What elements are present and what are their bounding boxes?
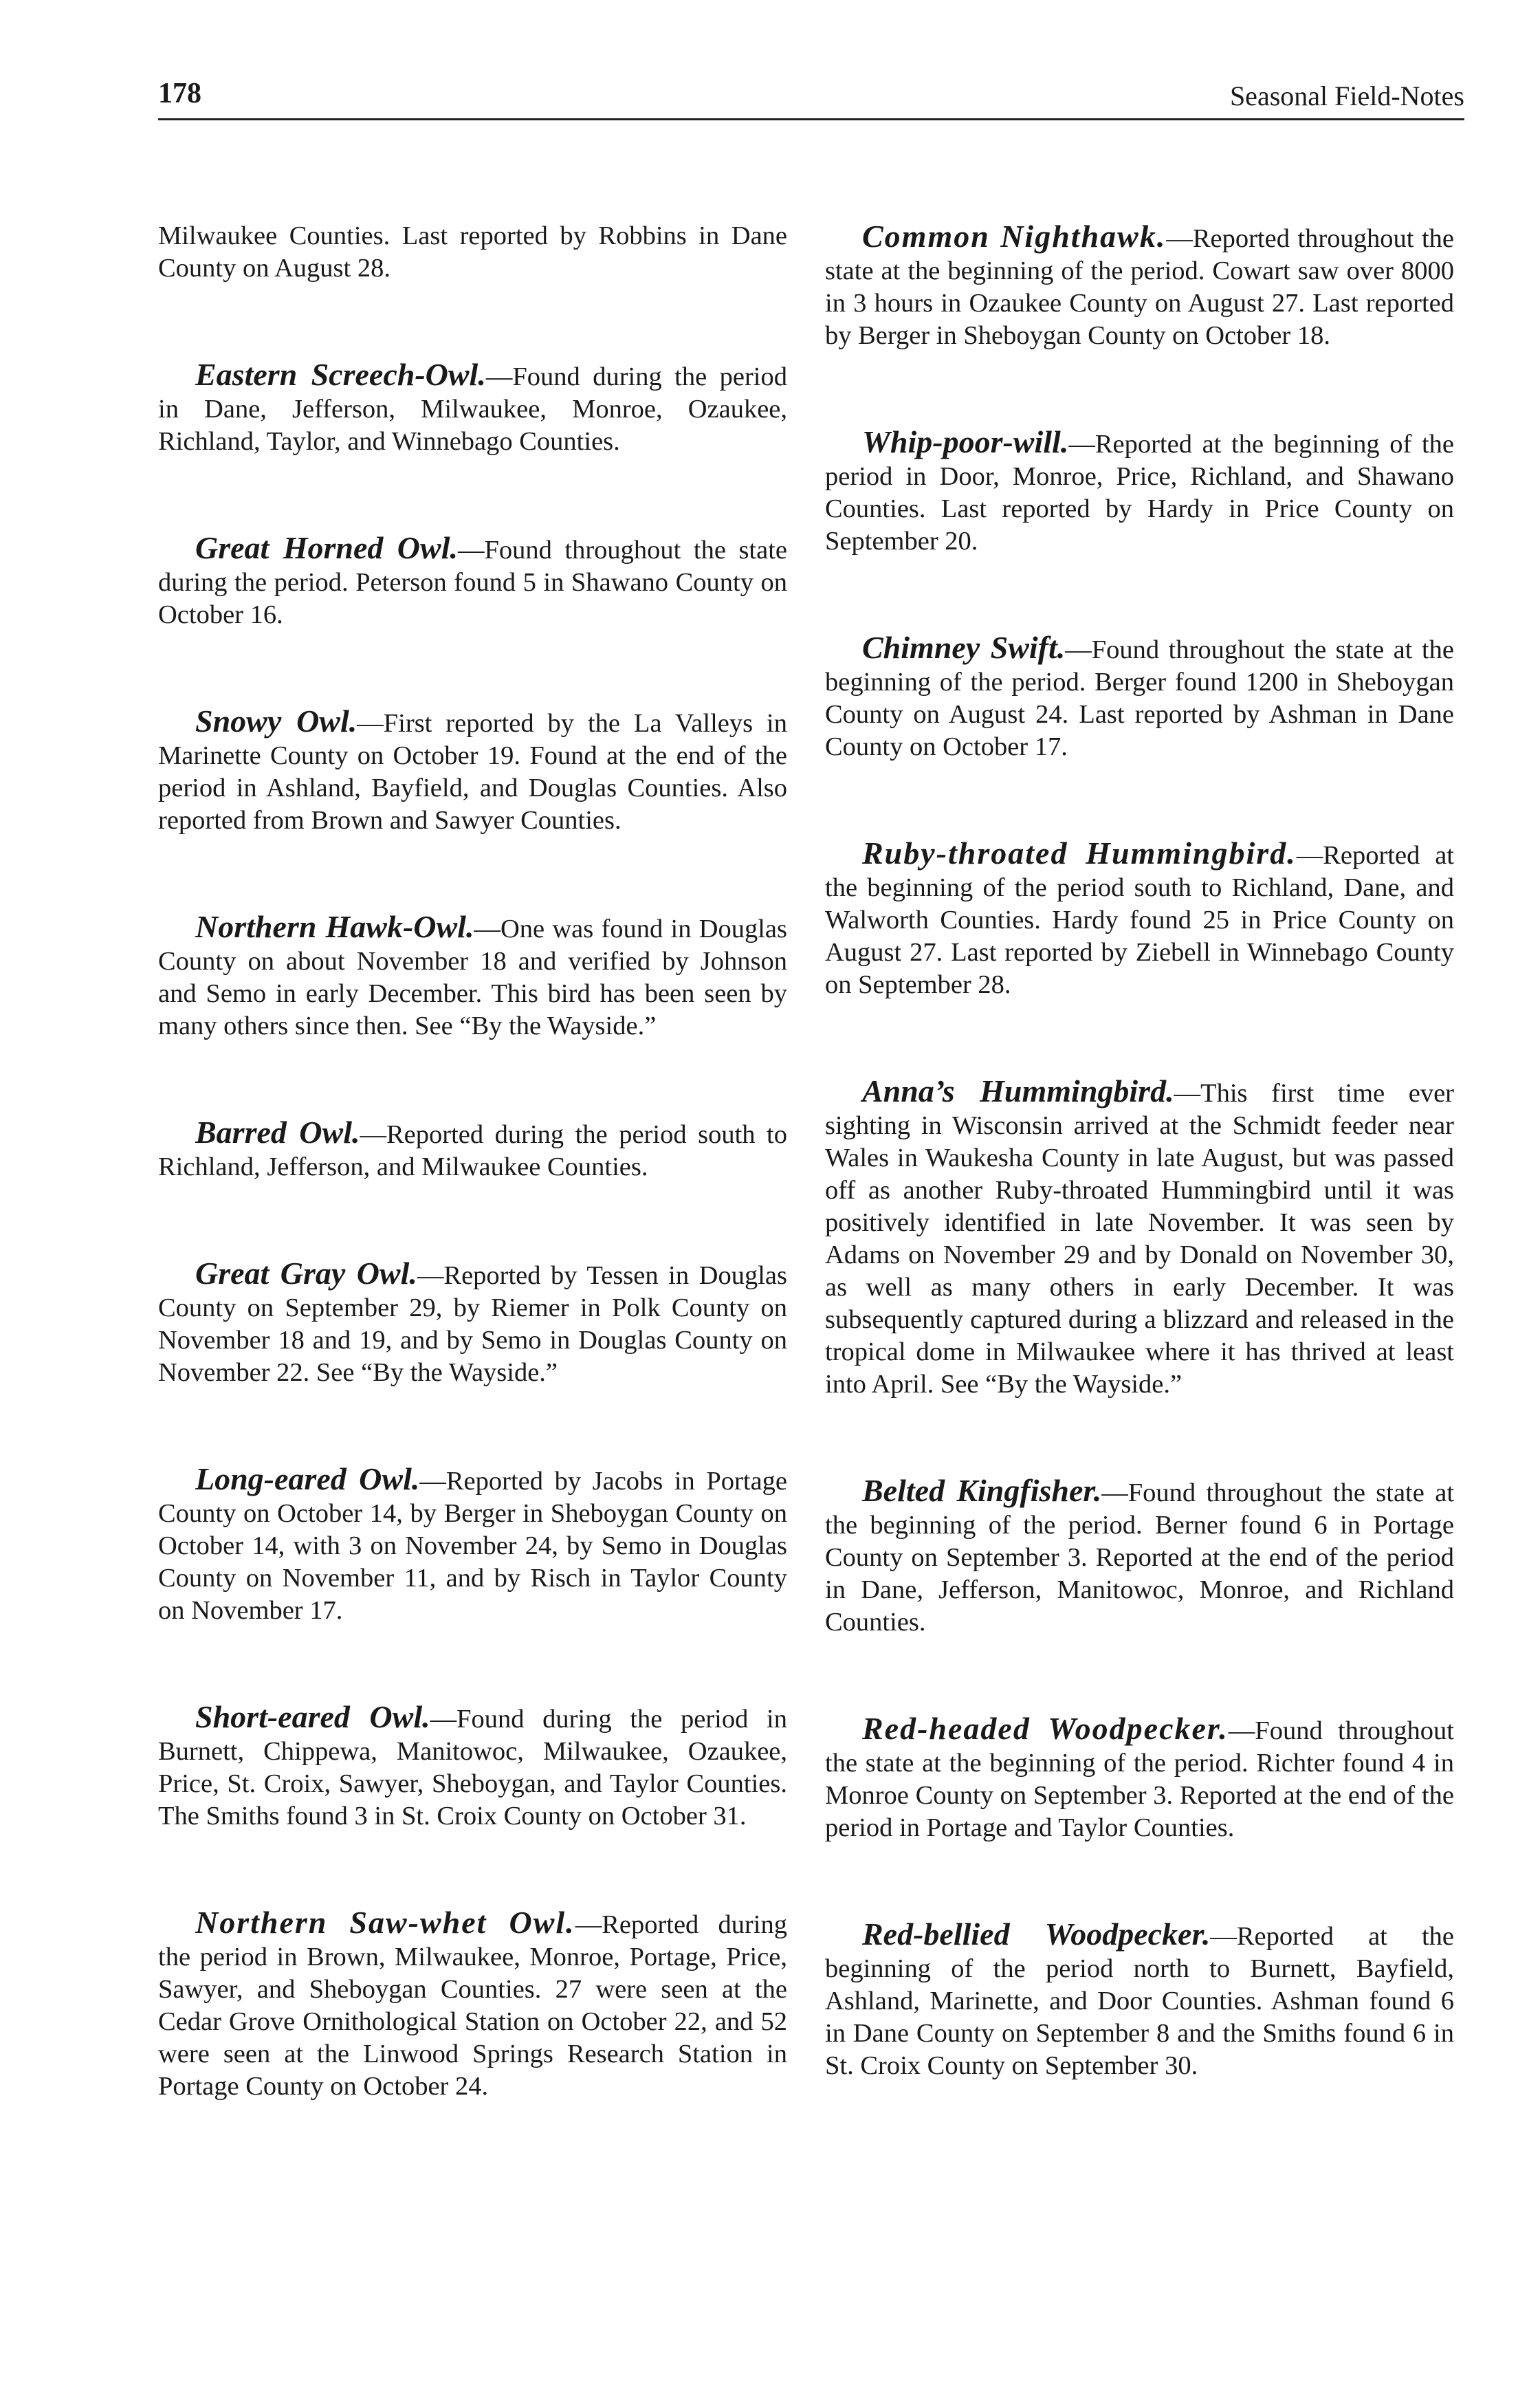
species-name: Northern Hawk-Owl. xyxy=(195,909,474,944)
species-name: Northern Saw-whet Owl. xyxy=(195,1905,575,1940)
species-entry xyxy=(158,1257,787,1389)
species-text: —Reported by Tessen in Douglas County on September 29, by Riemer in Polk County on November 18 and 19, and by Semo in Douglas County on November 22. See “By the Wayside.” xyxy=(158,1261,787,1387)
species-text: —First reported by the La Valleys in Marinette County on October 19. Found at the end of the period in Ashland, Bayfield, and Douglas Counties. Also reported from Brown and Sawyer Counties. xyxy=(158,709,787,835)
species-name: Belted Kingfisher. xyxy=(862,1473,1102,1508)
species-name: Ruby-throated Hummingbird. xyxy=(862,835,1297,871)
species-text: —Reported during the period south to Richland, Jefferson, and Milwaukee Counties. xyxy=(158,1120,787,1181)
species-entry xyxy=(825,426,1454,558)
species-text: —Reported at the beginning of the period in Door, Monroe, Price, Richland, and Shawano Counties. Last reported by Hardy in Price County on September 20. xyxy=(825,430,1454,556)
species-name: Long-eared Owl. xyxy=(195,1461,420,1496)
species-name: Red-bellied Woodpecker. xyxy=(862,1916,1211,1952)
species-entry xyxy=(825,1712,1454,1844)
species-entry xyxy=(158,1463,787,1627)
species-text: —One was found in Douglas County on about November 18 and verified by Johnson and Semo in early December. This bird has been seen by many others since then. See “By the Wayside.” xyxy=(158,915,787,1040)
species-entry xyxy=(825,220,1454,352)
species-text: —Reported at the beginning of the period north to Burnett, Bayfield, Ashland, Marinette, and Door Counties. Ashman found 6 in Dane County on September 8 and the Smiths found 6 in St. Croix County on September 30. xyxy=(825,1922,1454,2080)
page-number: 178 xyxy=(158,78,201,109)
species-text: —Found throughout the state at the beginning of the period. Berner found 6 in Portage County on September 3. Reported at the end of the period in Dane, Jefferson, Manitowoc, Monroe, and Richland Counties. xyxy=(825,1478,1455,1637)
species-entry xyxy=(825,837,1454,1001)
species-name: Great Horned Owl. xyxy=(195,530,458,565)
species-text: —Reported at the beginning of the period south to Richland, Dane, and Walworth Counties. Hardy found 25 in Price County on August 27. Last reported by Ziebell in Winnebago County on September 28. xyxy=(825,841,1454,999)
species-entry xyxy=(158,705,787,837)
species-entry xyxy=(825,631,1454,763)
species-name: Short-eared Owl. xyxy=(195,1699,430,1734)
species-name: Whip-poor-will. xyxy=(862,424,1069,459)
species-entry xyxy=(825,1075,1454,1401)
species-entry xyxy=(825,1474,1454,1639)
species-name: Anna’s Hummingbird. xyxy=(862,1073,1174,1108)
species-entry xyxy=(158,910,787,1042)
species-name: Common Nighthawk. xyxy=(862,219,1167,254)
species-entry xyxy=(158,1701,787,1833)
species-text: —Reported throughout the state at the beginning of the period. Cowart saw over 8000 in 3 hours in Ozaukee County on August 27. Last reported by Berger in Sheboygan County on October 18. xyxy=(825,224,1454,350)
species-text: —This first time ever sighting in Wisconsin arrived at the Schmidt feeder near Wales in Waukesha County in late August, but was passed off as another Ruby-throated Hummingbird until it was positively identified in late November. It was seen by Adams on November 29 and by Donald on November 30, as well as many others in early December. It was subsequently captured during a blizzard and released in the tropical dome in Milwaukee where it has thrived at least into April. See “By the Wayside.” xyxy=(825,1079,1455,1399)
species-entry xyxy=(158,1116,787,1183)
right-column xyxy=(825,220,1454,2156)
left-column xyxy=(158,220,787,2176)
species-text: —Found during the period in Dane, Jefferson, Milwaukee, Monroe, Ozaukee, Richland, Taylor, and Winnebago Counties. xyxy=(158,362,787,456)
species-text: —Found during the period in Burnett, Chippewa, Manitowoc, Milwaukee, Ozaukee, Price, St. Croix, Sawyer, Sheboygan, and Taylor Counties. The Smiths found 3 in St. Croix County on October 31. xyxy=(158,1705,787,1831)
species-name: Chimney Swift. xyxy=(862,630,1066,665)
species-text: —Found throughout the state at the beginning of the period. Berger found 1200 in Sheboygan County on August 24. Last reported by Ashman in Dane County on October 17. xyxy=(825,635,1454,761)
species-text: —Reported during the period in Brown, Milwaukee, Monroe, Portage, Price, Sawyer, and Sheboygan Counties. 27 were seen at the Cedar Grove Ornithological Station on October 22, and 52 were seen at the Linwood Springs Research Station in Portage County on October 24. xyxy=(158,1910,787,2101)
species-text: —Reported by Jacobs in Portage County on October 14, by Berger in Sheboygan County on October 14, with 3 on November 24, by Semo in Douglas County on November 11, and by Risch in Taylor County on November 17. xyxy=(158,1467,787,1625)
species-entry xyxy=(158,532,787,631)
species-entry xyxy=(825,1918,1454,2082)
species-entry xyxy=(158,358,787,458)
species-entry xyxy=(158,1906,787,2103)
species-text: —Found throughout the state during the period. Peterson found 5 in Shawano County on October 16. xyxy=(158,536,788,629)
species-name: Red-headed Woodpecker. xyxy=(862,1711,1229,1746)
page-header xyxy=(158,77,1464,120)
species-text: —Found throughout the state at the beginning of the period. Richter found 4 in Monroe County on September 3. Reported at the end of the period in Portage and Taylor Counties. xyxy=(825,1716,1454,1842)
species-name: Barred Owl. xyxy=(195,1115,360,1150)
species-name: Great Gray Owl. xyxy=(195,1256,417,1291)
species-name: Eastern Screech-Owl. xyxy=(195,357,486,392)
species-name: Snowy Owl. xyxy=(195,703,358,739)
running-title: Seasonal Field-Notes xyxy=(1229,80,1464,111)
continuation-paragraph: Milwaukee Counties. Last reported by Robbins in Dane County on August 28. xyxy=(158,221,787,283)
